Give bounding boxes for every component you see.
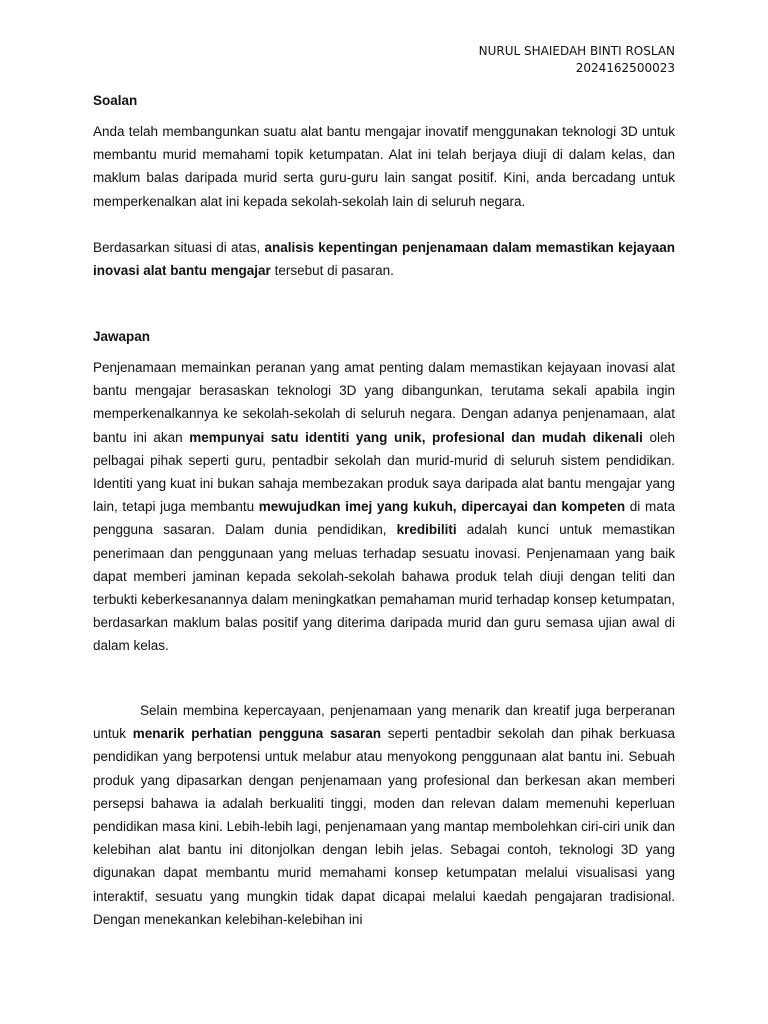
answer-p2-text-c: seperti pentadbir sekolah dan pihak berkuasa pendidikan yang berpotensi untuk melabur atau menyokong penggunaan alat bantu ini. Sebuah produk yang dipasarkan dengan penjenamaan yang profesional dan berkesan akan memberi persepsi bahawa ia adalah berkualiti tinggi, moden dan relevan dalam memenuhi keperluan pendidikan masa kini. Lebih-lebih lagi, penjenamaan yang mantap membolehkan ciri-ciri unik dan kelebihan alat bantu ini ditonjolkan dengan lebih jelas. Sebagai contoh, teknologi 3D yang digunakan dapat membantu murid memahami konsep ketumpatan melalui visualisasi yang interaktif, sesuatu yang mungkin tidak dapat dicapai melalui kaedah pengajaran tradisional. Dengan menekankan kelebihan-kelebihan ini: [93, 726, 675, 927]
answer-p1-text-a: Penjenamaan memainkan peranan yang amat penting dalam memastikan kejayaan inovasi alat bantu mengajar berasaskan teknologi 3D yang dibangunkan, terutama sekali apabila ingin memperkenalkannya ke sekolah-sekolah di seluruh negara. Dengan adanya penjenamaan, alat bantu ini akan: [93, 360, 675, 445]
answer-p1-text-c: oleh pelbagai pihak seperti guru, pentadbir sekolah dan murid-murid di seluruh sistem pendidikan. Identiti yang kuat ini bukan sahaja membezakan produk saya daripada alat bantu mengajar yang lain, tetapi juga membantu: [93, 429, 675, 515]
answer-paragraph-2: [93, 699, 675, 931]
student-id: 2024162500023: [575, 61, 675, 75]
answer-p2-text-a: Selain membina kepercayaan, penjenamaan yang menarik dan kreatif juga berperanan untuk: [93, 703, 675, 742]
question-paragraph-1: Anda telah membangunkan suatu alat bantu mengajar inovatif menggunakan teknologi 3D untuk membantu murid memahami topik ketumpatan. Alat ini telah berjaya diuji di dalam kelas, dan maklum balas daripada murid serta guru-guru lain sangat positif. Kini, anda bercadang untuk memperkenalkan alat ini kepada sekolah-sekolah lain di seluruh negara.: [93, 124, 675, 209]
question-p2-text-a: Berdasarkan situasi di atas,: [93, 240, 265, 255]
answer-p1-bold-3: kredibiliti: [396, 522, 457, 538]
answer-p1-bold-1: mempunyai satu identiti yang unik, profesional dan mudah dikenali: [189, 429, 643, 445]
question-paragraph-2: [93, 236, 675, 282]
answer-p1-text-e: adalah kunci untuk memastikan penerimaan dan penggunaan yang meluas terhadap sesuatu inovasi. Penjenamaan yang baik dapat memberi jaminan kepada sekolah-sekolah bahawa produk telah diuji dengan teliti dan terbukti keberkesanannya dalam meningkatkan pemahaman murid terhadap konsep ketumpatan, berdasarkan maklum balas positif yang diterima daripada murid dan guru semasa ujian awal di dalam kelas.: [93, 522, 676, 654]
author-name: NURUL SHAIEDAH BINTI ROSLAN: [478, 44, 675, 58]
answer-p1-bold-2: mewujudkan imej yang kukuh, dipercayai dan kompeten: [258, 499, 626, 515]
question-p2-text-b: tersebut di pasaran.: [270, 263, 394, 279]
answer-p2-bold-1: menarik perhatian pengguna sasaran: [132, 726, 381, 742]
answer-heading: Jawapan: [93, 329, 151, 344]
author-header: [479, 43, 675, 77]
answer-p1-text-d: di mata pengguna sasaran. Dalam dunia pendidikan,: [93, 499, 675, 538]
answer-paragraph-1: [93, 356, 675, 658]
question-p2-bold: analisis kepentingan penjenamaan dalam memastikan kejayaan inovasi alat bantu mengajar: [93, 240, 675, 279]
question-heading: Soalan: [93, 93, 138, 108]
